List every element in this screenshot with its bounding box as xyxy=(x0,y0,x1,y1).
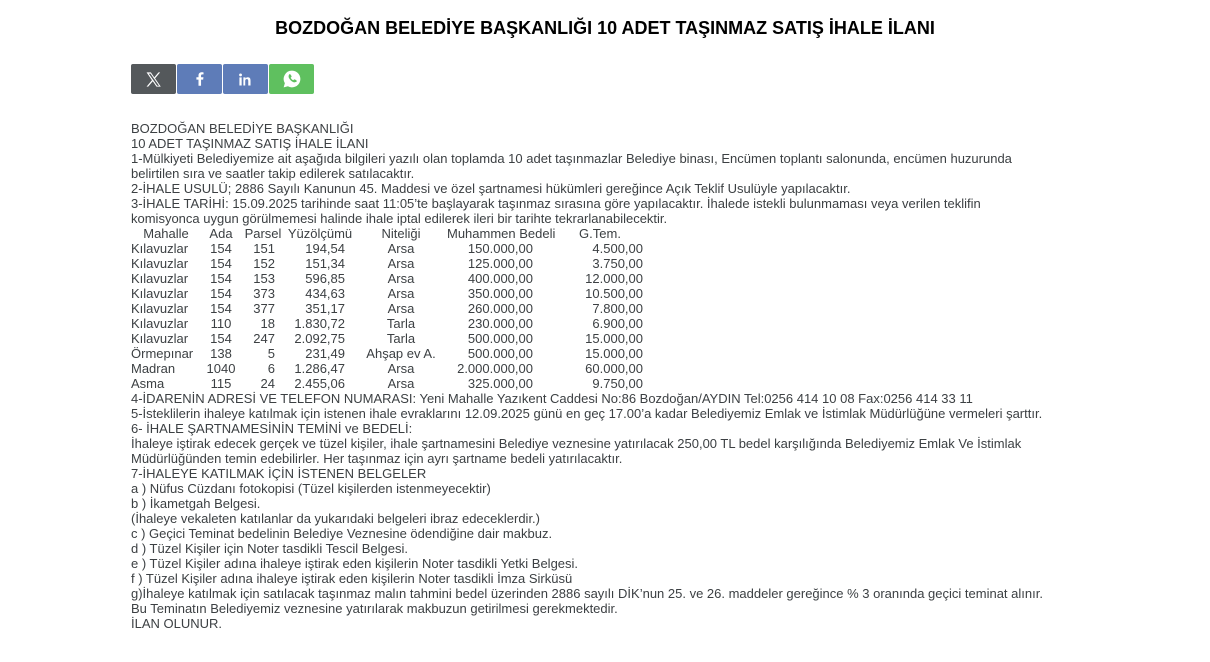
table-header-cell: Parsel xyxy=(244,226,282,241)
property-table xyxy=(131,226,1047,391)
announcement-line: 2-İHALE USULÜ; 2886 Sayılı Kanunun 45. Maddesi ve özel şartnamesi hükümleri gereğince Açık Teklif Usulüyle yapılacaktır. xyxy=(131,181,851,196)
table-cell-ada: 154 xyxy=(210,331,232,346)
table-cell-gecici-teminat: 7.800,00 xyxy=(592,301,643,316)
table-header-cell: Niteliği xyxy=(381,226,421,241)
table-cell-muhammen-bedeli: 400.000,00 xyxy=(467,271,533,286)
table-cell-mahalle: Örmepınar xyxy=(131,346,194,361)
table-cell-niteligi: Arsa xyxy=(387,286,415,301)
table-cell-mahalle: Kılavuzlar xyxy=(131,271,189,286)
table-cell-gecici-teminat: 15.000,00 xyxy=(585,331,643,346)
announcement-line: 1-Mülkiyeti Belediyemize ait aşağıda bilgileri yazılı olan toplamda 10 adet taşınmazlar Belediye binası, Encümen toplantı salonunda, encümen huzurunda belirtilen sıra ve saatler takip edilerek satılacaktır. xyxy=(131,151,1012,181)
whatsapp-share-button[interactable] xyxy=(269,64,314,94)
table-cell-mahalle: Kılavuzlar xyxy=(131,241,189,256)
table-body xyxy=(131,241,1047,391)
table-cell-yuzolcumu: 434,63 xyxy=(305,286,345,301)
table-cell-parsel: 24 xyxy=(260,376,275,391)
table-row xyxy=(131,331,1047,346)
x-logo-icon xyxy=(145,71,162,88)
table-cell-yuzolcumu: 351,17 xyxy=(305,301,345,316)
announcement-line: 4-İDARENİN ADRESİ VE TELEFON NUMARASI: Yeni Mahalle Yazıkent Caddesi No:86 Bozdoğan/AYDIN Tel:0256 414 10 08 Fax:0256 414 33 11 xyxy=(131,391,973,406)
table-cell-muhammen-bedeli: 150.000,00 xyxy=(467,241,533,256)
table-cell-yuzolcumu: 1.830,72 xyxy=(294,316,345,331)
table-cell-niteligi: Arsa xyxy=(387,271,415,286)
table-cell-yuzolcumu: 596,85 xyxy=(305,271,345,286)
table-cell-parsel: 6 xyxy=(267,361,275,376)
table-cell-muhammen-bedeli: 230.000,00 xyxy=(467,316,533,331)
table-header-cell: Muhammen Bedeli xyxy=(447,226,556,241)
announcement-line: e ) Tüzel Kişiler adına ihaleye iştirak eden kişilerin Noter tasdikli Yetki Belgesi. xyxy=(131,556,579,571)
table-header-cell: Mahalle xyxy=(143,226,189,241)
table-row xyxy=(131,301,1047,316)
table-cell-ada: 1040 xyxy=(206,361,236,376)
table-cell-gecici-teminat: 15.000,00 xyxy=(585,346,643,361)
table-cell-parsel: 373 xyxy=(253,286,275,301)
table-cell-parsel: 151 xyxy=(253,241,275,256)
linkedin-share-button[interactable] xyxy=(223,64,268,94)
facebook-icon xyxy=(191,70,209,88)
table-cell-niteligi: Arsa xyxy=(387,376,415,391)
table-cell-mahalle: Kılavuzlar xyxy=(131,256,189,271)
table-cell-gecici-teminat: 3.750,00 xyxy=(592,256,643,271)
announcement-line: b ) İkametgah Belgesi. xyxy=(131,496,261,511)
table-cell-yuzolcumu: 194,54 xyxy=(305,241,345,256)
announcement-line: İLAN OLUNUR. xyxy=(131,616,223,631)
announcement-line: (İhaleye vekaleten katılanlar da yukarıdaki belgeleri ibraz edeceklerdir.) xyxy=(131,511,540,526)
table-cell-muhammen-bedeli: 125.000,00 xyxy=(467,256,533,271)
table-header-cell: G.Tem. xyxy=(579,226,621,241)
table-cell-gecici-teminat: 60.000,00 xyxy=(585,361,643,376)
table-cell-muhammen-bedeli: 350.000,00 xyxy=(467,286,533,301)
table-cell-muhammen-bedeli: 2.000.000,00 xyxy=(457,361,533,376)
table-header-cell: Yüzölçümü xyxy=(287,226,353,241)
table-cell-mahalle: Kılavuzlar xyxy=(131,301,189,316)
intro-paragraphs xyxy=(131,121,1047,226)
announcement-line: İhaleye iştirak edecek gerçek ve tüzel kişiler, ihale şartnamesini Belediye veznesine yatırılacak 250,00 TL bedel karşılığında Belediyemiz Emlak Ve İstimlak Müdürlüğünden temin edebilirler. Her taşınmaz için ayrı şartname bedeli yatırılacaktır. xyxy=(131,436,1022,466)
announcement-line: 3-İHALE TARİHİ: 15.09.2025 tarihinde saat 11:05’te başlayarak taşınmaz sırasına göre yapılacaktır. İhalede istekli bulunmaması veya verilen teklifin komisyonca uygun görülmemesi halinde ihale iptal edilerek ileri bir tarihte tekrarlanabilecektir. xyxy=(131,196,981,226)
announcement-line: d ) Tüzel Kişiler için Noter tasdikli Tescil Belgesi. xyxy=(131,541,408,556)
table-row xyxy=(131,346,1047,361)
body-paragraphs xyxy=(131,391,1047,631)
table-row xyxy=(131,256,1047,271)
announcement-line: c ) Geçici Teminat bedelinin Belediye Veznesine ödendiğine dair makbuz. xyxy=(131,526,553,541)
table-row xyxy=(131,241,1047,256)
announcement-line: BOZDOĞAN BELEDİYE BAŞKANLIĞI xyxy=(131,121,354,136)
table-cell-parsel: 5 xyxy=(267,346,275,361)
table-cell-niteligi: Arsa xyxy=(387,361,415,376)
table-header-cell: Ada xyxy=(209,226,233,241)
announcement-line: 7-İHALEYE KATILMAK İÇİN İSTENEN BELGELER xyxy=(131,466,427,481)
table-cell-yuzolcumu: 151,34 xyxy=(305,256,345,271)
table-cell-ada: 138 xyxy=(210,346,232,361)
table-cell-parsel: 152 xyxy=(253,256,275,271)
table-cell-niteligi: Arsa xyxy=(387,256,415,271)
table-cell-niteligi: Tarla xyxy=(386,316,416,331)
table-cell-mahalle: Kılavuzlar xyxy=(131,331,189,346)
page-title: BOZDOĞAN BELEDİYE BAŞKANLIĞI 10 ADET TAŞINMAZ SATIŞ İHALE İLANI xyxy=(275,18,935,38)
table-row xyxy=(131,286,1047,301)
table-cell-muhammen-bedeli: 325.000,00 xyxy=(467,376,533,391)
table-cell-niteligi: Ahşap ev A. xyxy=(366,346,436,361)
table-cell-parsel: 377 xyxy=(253,301,275,316)
announcement-line: 5-İsteklilerin ihaleye katılmak için istenen ihale evraklarını 12.09.2025 günü en geç 17.00’a kadar Belediyemiz Emlak ve İstimlak Müdürlüğüne vermeleri şarttır. xyxy=(131,406,1043,421)
announcement-line: f ) Tüzel Kişiler adına ihaleye iştirak eden kişilerin Noter tasdikli İmza Sirküsü xyxy=(131,571,573,586)
table-cell-parsel: 247 xyxy=(253,331,275,346)
table-cell-ada: 154 xyxy=(210,286,232,301)
table-cell-ada: 154 xyxy=(210,301,232,316)
table-cell-gecici-teminat: 9.750,00 xyxy=(592,376,643,391)
table-cell-muhammen-bedeli: 500.000,00 xyxy=(467,331,533,346)
table-cell-yuzolcumu: 2.455,06 xyxy=(294,376,345,391)
table-cell-gecici-teminat: 4.500,00 xyxy=(592,241,643,256)
table-cell-ada: 154 xyxy=(210,256,232,271)
table-cell-ada: 110 xyxy=(210,316,232,331)
whatsapp-icon xyxy=(282,69,302,89)
x-share-button[interactable] xyxy=(131,64,176,94)
announcement-line: a ) Nüfus Cüzdanı fotokopisi (Tüzel kişilerden istenmeyecektir) xyxy=(131,481,491,496)
table-cell-mahalle: Asma xyxy=(131,376,165,391)
table-cell-mahalle: Kılavuzlar xyxy=(131,286,189,301)
announcement-line: 10 ADET TAŞINMAZ SATIŞ İHALE İLANI xyxy=(131,136,369,151)
table-cell-yuzolcumu: 1.286,47 xyxy=(294,361,345,376)
table-cell-muhammen-bedeli: 500.000,00 xyxy=(467,346,533,361)
announcement-body xyxy=(131,121,1047,631)
table-cell-ada: 154 xyxy=(210,271,232,286)
table-header-row xyxy=(131,226,1047,241)
table-row xyxy=(131,376,1047,391)
table-cell-gecici-teminat: 10.500,00 xyxy=(585,286,643,301)
table-cell-niteligi: Arsa xyxy=(387,241,415,256)
announcement-line: 6- İHALE ŞARTNAMESİNİN TEMİNİ ve BEDELİ: xyxy=(131,421,413,436)
table-cell-mahalle: Kılavuzlar xyxy=(131,316,189,331)
table-cell-yuzolcumu: 231,49 xyxy=(305,346,345,361)
table-row xyxy=(131,361,1047,376)
table-cell-gecici-teminat: 6.900,00 xyxy=(592,316,643,331)
table-cell-ada: 115 xyxy=(210,376,232,391)
table-cell-parsel: 153 xyxy=(253,271,275,286)
table-cell-ada: 154 xyxy=(210,241,232,256)
table-cell-muhammen-bedeli: 260.000,00 xyxy=(467,301,533,316)
table-cell-yuzolcumu: 2.092,75 xyxy=(294,331,345,346)
table-cell-parsel: 18 xyxy=(260,316,275,331)
announcement-line: g)İhaleye katılmak için satılacak taşınmaz malın tahmini bedel üzerinden 2886 sayılı DİK’nun 25. ve 26. maddeler gereğince % 3 oranında geçici teminat alınır. Bu Teminatın Belediyemiz veznesine yatırılarak makbuzun getirilmesi gerekmektedir. xyxy=(131,586,1043,616)
table-cell-gecici-teminat: 12.000,00 xyxy=(585,271,643,286)
table-cell-niteligi: Arsa xyxy=(387,301,415,316)
table-cell-mahalle: Madran xyxy=(131,361,176,376)
linkedin-icon xyxy=(237,71,254,88)
share-buttons-row xyxy=(131,64,1210,94)
table-cell-niteligi: Tarla xyxy=(386,331,416,346)
facebook-share-button[interactable] xyxy=(177,64,222,94)
table-row xyxy=(131,271,1047,286)
table-row xyxy=(131,316,1047,331)
